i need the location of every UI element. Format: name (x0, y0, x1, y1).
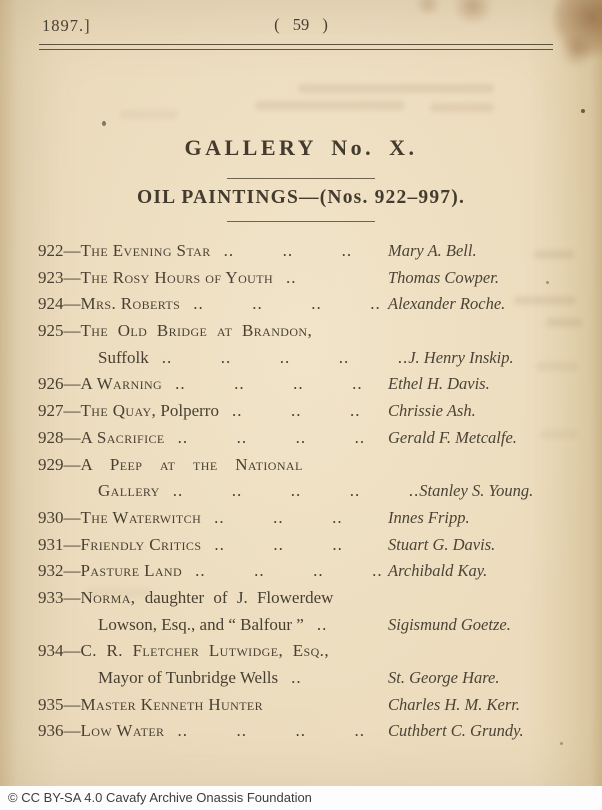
entry-artist: Gerald F. Metcalfe. (388, 427, 517, 447)
entry-title (81, 721, 165, 741)
dot-leaders: .. .. .. .. (195, 561, 383, 581)
bleedthrough-smudge (430, 103, 494, 112)
entry-title (81, 401, 219, 421)
page-number: ( 59 ) (274, 15, 328, 34)
entry-artist: Mary A. Bell. (388, 241, 477, 260)
catalog-entry-row (38, 721, 562, 748)
license-credit-text: © CC BY-SA 4.0 Cavafy Archive Onassis Foundation (8, 790, 312, 805)
entry-number: 926— (38, 374, 81, 394)
entry-title (81, 641, 329, 661)
title-rule (227, 178, 375, 179)
entry-number: 932— (38, 561, 81, 581)
entry-artist: St. George Hare. (388, 668, 500, 687)
double-rule (39, 44, 553, 50)
entry-title (81, 428, 165, 448)
entry-number: 933— (38, 587, 81, 607)
catalog-entry-row (38, 401, 562, 428)
catalog-entry-row (38, 374, 562, 401)
catalog-entry-row (38, 561, 562, 588)
catalog-entry-row (38, 695, 562, 722)
title-smallcaps-segment: Gallery (98, 481, 160, 501)
entry-title (81, 455, 303, 475)
gallery-title: GALLERY No. X. (184, 135, 418, 160)
bleedthrough-smudge (120, 110, 178, 119)
entry-title (81, 695, 264, 715)
entry-number: 928— (38, 427, 81, 447)
catalog-entry-row (38, 428, 562, 455)
catalog-entry-row (38, 455, 562, 482)
catalog-entry-row (38, 588, 562, 615)
entry-artist: Alexander Roche. (388, 294, 506, 314)
title-roman-segment: Mayor of Tunbridge Wells (98, 668, 279, 687)
dot-leaders: .. .. .. .. (177, 721, 365, 741)
entry-artist: Cuthbert C. Grundy. (388, 721, 524, 741)
bleedthrough-smudge (298, 84, 494, 93)
catalog-entry-row (38, 641, 562, 668)
title-roman-segment: daughter of J. Flowerdew (135, 587, 334, 607)
entry-artist: Chrissie Ash. (388, 401, 476, 421)
catalog-entry-row (38, 241, 562, 268)
catalog-entry-row (38, 508, 562, 535)
title-smallcaps-segment: A Sacrifice (80, 427, 165, 447)
title-smallcaps-segment: The Quay, (80, 401, 157, 421)
entry-number: 934— (38, 641, 81, 661)
entry-title (98, 481, 160, 501)
entry-number: 927— (38, 401, 81, 421)
entry-title (81, 561, 183, 581)
entry-artist: Sigismund Goetze. (388, 614, 511, 634)
entry-number: 935— (38, 694, 81, 714)
subtitle-rule (227, 221, 375, 222)
entry-artist: Innes Fripp. (388, 507, 470, 527)
dot-leaders: .. (316, 614, 328, 634)
entry-number: 936— (38, 721, 81, 741)
entry-title (81, 374, 163, 394)
dot-leaders: .. .. .. .. .. (161, 347, 409, 367)
entry-title (98, 668, 278, 688)
entry-artist: Archibald Kay. (388, 561, 488, 581)
catalog-entry-row (38, 481, 562, 508)
catalog-entry-row (38, 294, 562, 321)
title-smallcaps-segment: The Waterwitch (80, 507, 202, 527)
dot-leaders: .. .. .. .. (175, 374, 363, 394)
entry-title (81, 508, 202, 528)
year-label: 1897.] (42, 16, 91, 35)
title-smallcaps-segment: Friendly Critics (80, 534, 202, 554)
foxing-stain (414, 0, 442, 14)
title-smallcaps-segment: Pasture Land (80, 561, 183, 581)
title-smallcaps-segment: Low Water (80, 721, 165, 741)
entry-title (81, 241, 211, 261)
catalog-entry-row (38, 668, 562, 695)
entry-artist: Thomas Cowper. (388, 267, 499, 287)
ink-speck (581, 109, 585, 113)
ink-speck (102, 121, 106, 126)
entry-artist: Stanley S. Young. (419, 481, 534, 501)
dot-leaders: .. (291, 668, 302, 687)
entry-number: 923— (38, 267, 81, 287)
entry-artist: Stuart G. Davis. (388, 534, 496, 554)
entry-artist: Ethel H. Davis. (388, 374, 490, 394)
title-smallcaps-segment: Norma, (80, 587, 136, 607)
entry-artist: Charles H. M. Kerr. (388, 694, 521, 714)
entry-title (98, 615, 304, 635)
section-subtitle: OIL PAINTINGS—(Nos. 922–997). (136, 187, 466, 208)
license-credit-bar (0, 786, 602, 810)
dot-leaders: .. .. .. (231, 401, 361, 421)
entry-title (81, 588, 334, 608)
dot-leaders: .. .. .. .. (177, 427, 366, 447)
dot-leaders: .. (286, 267, 297, 287)
entry-number: 929— (38, 454, 81, 474)
catalog-entry-row (38, 268, 562, 295)
entry-title (81, 535, 202, 555)
dot-leaders: .. .. .. (214, 507, 343, 527)
catalog-entry-row (38, 321, 562, 348)
entry-number: 925— (38, 321, 81, 341)
dot-leaders: .. .. .. (223, 241, 353, 260)
catalog-entry-row (38, 348, 562, 375)
entry-title (81, 321, 313, 341)
title-smallcaps-segment: A Warning (80, 374, 163, 394)
title-roman-segment: Lowson, Esq., and “ Balfour ” (98, 614, 304, 634)
catalog-entry-row (38, 535, 562, 562)
entry-number: 931— (38, 534, 81, 554)
title-smallcaps-segment: The Old Bridge at Brandon, (80, 321, 313, 341)
dot-leaders: .. .. .. .. (193, 294, 381, 314)
entry-artist: J. Henry Inskip. (408, 347, 514, 367)
title-smallcaps-segment: Mrs. Roberts (80, 294, 181, 314)
entry-number: 922— (38, 241, 81, 260)
entry-title (81, 268, 274, 288)
dot-leaders: .. .. .. .. .. (172, 481, 420, 501)
title-smallcaps-segment: C. R. Fletcher Lutwidge, Esq., (80, 641, 329, 661)
entry-title (98, 348, 149, 368)
title-smallcaps-segment: The Evening Star (80, 241, 211, 260)
catalog-entries (38, 241, 562, 748)
entry-number: 930— (38, 507, 81, 527)
title-roman-segment: Suffolk (98, 347, 149, 367)
entry-number: 924— (38, 294, 81, 314)
entry-title (81, 294, 181, 314)
dot-leaders: .. .. .. (214, 534, 343, 554)
title-roman-segment: Polperro (156, 401, 219, 421)
title-smallcaps-segment: A Peep at the National (80, 454, 303, 474)
title-smallcaps-segment: Master Kenneth Hunter (80, 694, 264, 714)
title-smallcaps-segment: The Rosy Hours of Youth (80, 267, 274, 287)
bleedthrough-smudge (255, 101, 405, 110)
catalog-entry-row (38, 615, 562, 642)
foxing-stain (558, 34, 596, 66)
